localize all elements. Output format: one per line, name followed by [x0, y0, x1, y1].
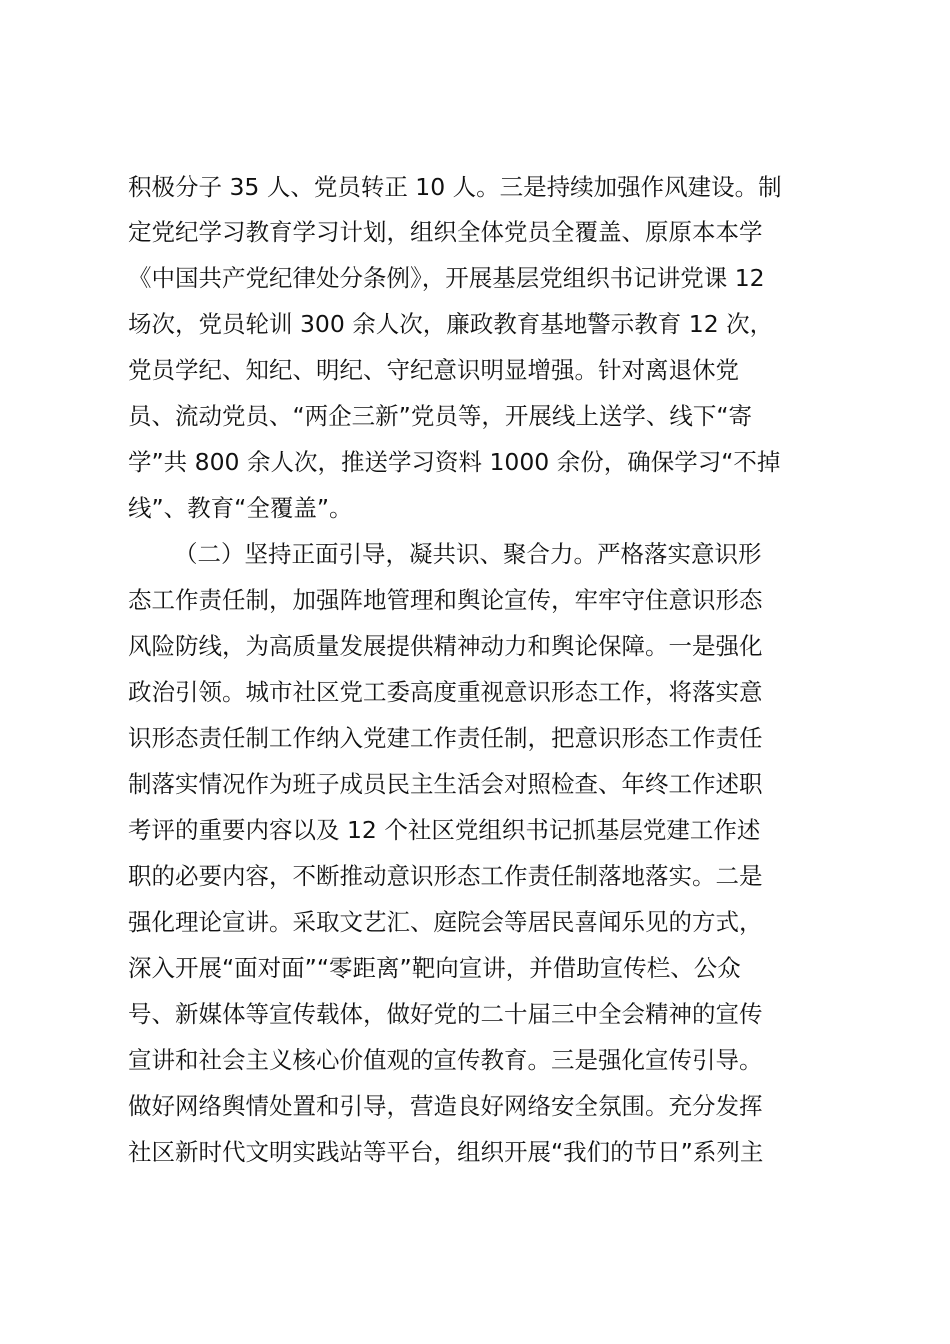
text-line-18: 深入开展“面对面”“零距离”靶向宣讲，并借助宣传栏、公众	[128, 954, 741, 982]
text-line-13: 识形态责任制工作纳入党建工作责任制，把意识形态工作责任	[128, 724, 763, 752]
text-line-20: 宣讲和社会主义核心价值观的宣传教育。三是强化宣传引导。	[128, 1046, 763, 1074]
text-line-2: 定党纪学习教育学习计划，组织全体党员全覆盖、原原本本学	[128, 218, 763, 246]
text-line-8: 线”、教育“全覆盖”。	[128, 494, 353, 522]
text-line-12: 政治引领。城市社区党工委高度重视意识形态工作，将落实意	[128, 678, 763, 706]
text-line-14: 制落实情况作为班子成员民主生活会对照检查、年终工作述职	[128, 770, 763, 798]
text-line-6: 员、流动党员、“两企三新”党员等，开展线上送学、线下“寄	[128, 402, 753, 430]
text-line-19: 号、新媒体等宣传载体，做好党的二十届三中全会精神的宣传	[128, 1000, 763, 1028]
text-line-7: 学”共 800 余人次，推送学习资料 1000 余份，确保学习“不掉	[128, 448, 781, 476]
text-line-11: 风险防线，为高质量发展提供精神动力和舆论保障。一是强化	[128, 632, 763, 660]
text-line-3: 《中国共产党纪律处分条例》，开展基层党组织书记讲党课 12	[128, 264, 765, 292]
text-line-10: 态工作责任制，加强阵地管理和舆论宣传，牢牢守住意识形态	[128, 586, 763, 614]
text-line-22: 社区新时代文明实践站等平台，组织开展“我们的节日”系列主	[128, 1138, 764, 1166]
text-line-16: 职的必要内容，不断推动意识形态工作责任制落地落实。二是	[128, 862, 763, 890]
text-line-21: 做好网络舆情处置和引导，营造良好网络安全氛围。充分发挥	[128, 1092, 763, 1120]
section-heading-line: （二）坚持正面引导，凝共识、聚合力。严格落实意识形	[174, 540, 762, 568]
text-line-1: 积极分子 35 人、党员转正 10 人。三是持续加强作风建设。制	[128, 173, 782, 201]
text-line-4: 场次，党员轮训 300 余人次，廉政教育基地警示教育 12 次，	[128, 310, 774, 338]
text-line-17: 强化理论宣讲。采取文艺汇、庭院会等居民喜闻乐见的方式，	[128, 908, 763, 936]
text-line-5: 党员学纪、知纪、明纪、守纪意识明显增强。针对离退休党	[128, 356, 739, 384]
text-line-15: 考评的重要内容以及 12 个社区党组织书记抓基层党建工作述	[128, 816, 761, 844]
